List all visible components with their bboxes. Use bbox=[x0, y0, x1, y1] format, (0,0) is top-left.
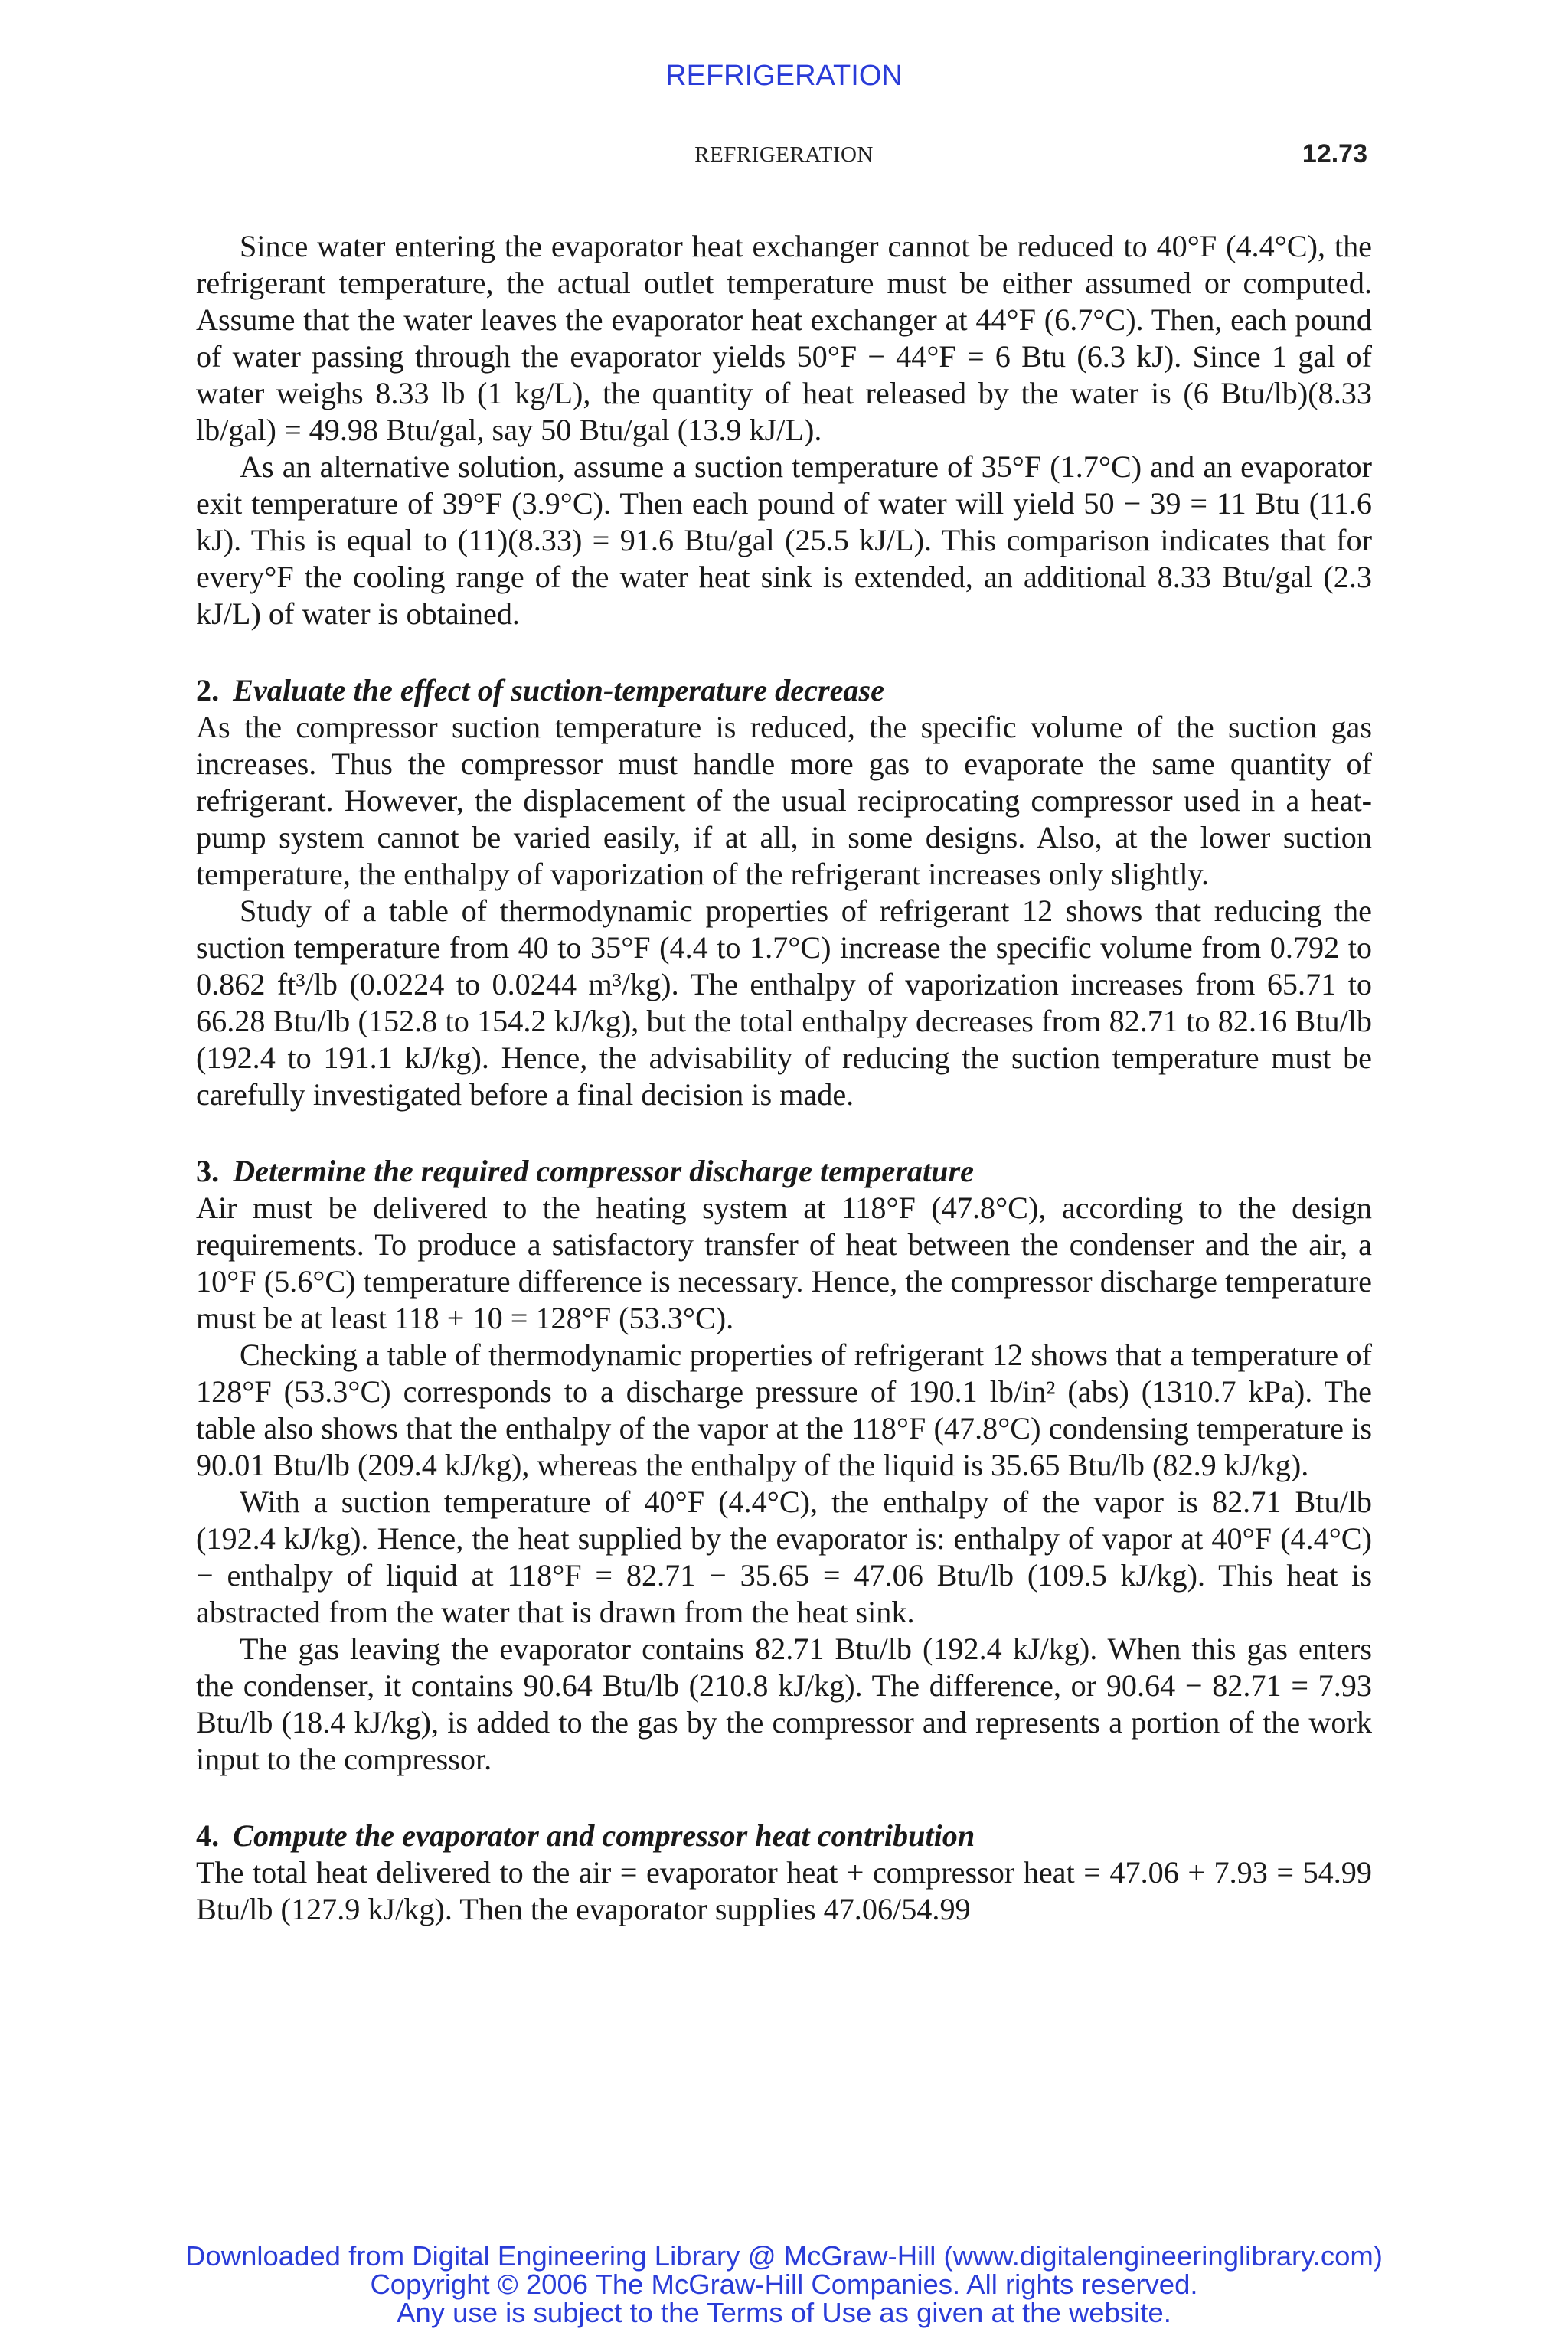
step-3-paragraph-2: Checking a table of thermodynamic properties of refrigerant 12 shows that a temperature of 128°F (53.3°C) corresponds to a discharge pressure of 190.1 lb/in² (abs) (1310.7 kPa). The table also shows that the enthalpy of the vapor at the 118°F (47.8°C) condensing temperature is 90.01 Btu/lb (209.4 kJ/kg), whereas the enthalpy of the liquid is 35.65 Btu/lb (82.9 kJ/kg). bbox=[196, 1338, 1372, 1482]
copyright-footer bbox=[0, 2242, 1568, 2327]
page-number: 12.73 bbox=[1302, 139, 1367, 168]
step-3-heading bbox=[196, 1153, 1372, 1190]
page-body bbox=[196, 228, 1372, 1928]
footer-copyright-line: Copyright © 2006 The McGraw-Hill Companies. All rights reserved. bbox=[370, 2269, 1198, 2300]
footer-terms-line[interactable]: Any use is subject to the Terms of Use as given at the website. bbox=[397, 2297, 1171, 2328]
intro-paragraph-2: As an alternative solution, assume a suction temperature of 35°F (1.7°C) and an evaporator exit temperature of 39°F (3.9°C). Then each pound of water will yield 50 − 39 = 11 Btu (11.6 kJ). This is equal to (11)(8.33) = 91.6 Btu/gal (25.5 kJ/L). This comparison indicates that for every°F the cooling range of the water heat sink is extended, an additional 8.33 Btu/gal (2.3 kJ/L) of water is obtained. bbox=[196, 449, 1372, 631]
step-2-title: Evaluate the effect of suction-temperature decrease bbox=[233, 673, 884, 707]
step-2-number: 2. bbox=[196, 673, 220, 707]
running-head: REFRIGERATION bbox=[694, 142, 874, 167]
step-3-number: 3. bbox=[196, 1154, 220, 1188]
step-3-paragraph-3: With a suction temperature of 40°F (4.4°C), the enthalpy of the vapor is 82.71 Btu/lb (192.4 kJ/kg). Hence, the heat supplied by the evaporator is: enthalpy of vapor at 40°F (4.4°C) − enthalpy of liquid at 118°F = 82.71 − 35.65 = 47.06 Btu/lb (109.5 kJ/kg). This heat is abstracted from the water that is drawn from the heat sink. bbox=[196, 1485, 1372, 1629]
step-4-title: Compute the evaporator and compressor heat contribution bbox=[233, 1818, 975, 1853]
step-2-paragraph-2: Study of a table of thermodynamic properties of refrigerant 12 shows that reducing the suction temperature from 40 to 35°F (4.4 to 1.7°C) increase the specific volume from 0.792 to 0.862 ft³/lb (0.0224 to 0.0244 m³/kg). The enthalpy of vaporization increases from 65.71 to 66.28 Btu/lb (152.8 to 154.2 kJ/kg), but the total enthalpy decreases from 82.71 to 82.16 Btu/lb (192.4 to 191.1 kJ/kg). Hence, the advisability of reducing the suction temperature must be carefully investigated before a final decision is made. bbox=[196, 893, 1372, 1112]
step-4-number: 4. bbox=[196, 1818, 220, 1853]
step-3-title: Determine the required compressor discharge temperature bbox=[233, 1154, 974, 1188]
chapter-title-link[interactable]: REFRIGERATION bbox=[665, 60, 903, 92]
footer-download-line[interactable]: Downloaded from Digital Engineering Library @ McGraw-Hill (www.digitalengineeringlibrary.com) bbox=[185, 2240, 1383, 2272]
step-4-paragraph-1: The total heat delivered to the air = evaporator heat + compressor heat = 47.06 + 7.93 = 54.99 Btu/lb (127.9 kJ/kg). Then the evaporator supplies 47.06/54.99 bbox=[196, 1855, 1372, 1926]
step-4-heading bbox=[196, 1818, 1372, 1854]
step-3-paragraph-4: The gas leaving the evaporator contains 82.71 Btu/lb (192.4 kJ/kg). When this gas enters the condenser, it contains 90.64 Btu/lb (210.8 kJ/kg). The difference, or 90.64 − 82.71 = 7.93 Btu/lb (18.4 kJ/kg), is added to the gas by the compressor and represents a portion of the work input to the compressor. bbox=[196, 1632, 1372, 1776]
step-3-paragraph-1: Air must be delivered to the heating system at 118°F (47.8°C), according to the design requirements. To produce a satisfactory transfer of heat between the condenser and the air, a 10°F (5.6°C) temperature difference is necessary. Hence, the compressor discharge temperature must be at least 118 + 10 = 128°F (53.3°C). bbox=[196, 1191, 1372, 1335]
step-2-heading bbox=[196, 672, 1372, 709]
intro-paragraph-1: Since water entering the evaporator heat exchanger cannot be reduced to 40°F (4.4°C), the refrigerant temperature, the actual outlet temperature must be either assumed or computed. Assume that the water leaves the evaporator heat exchanger at 44°F (6.7°C). Then, each pound of water passing through the evaporator yields 50°F − 44°F = 6 Btu (6.3 kJ). Since 1 gal of water weighs 8.33 lb (1 kg/L), the quantity of heat released by the water is (6 Btu/lb)(8.33 lb/gal) = 49.98 Btu/gal, say 50 Btu/gal (13.9 kJ/L). bbox=[196, 229, 1372, 447]
step-2-paragraph-1: As the compressor suction temperature is reduced, the specific volume of the suction gas increases. Thus the compressor must handle more gas to evaporate the same quantity of refrigerant. However, the displacement of the usual reciprocating compressor used in a heat-pump system cannot be varied easily, if at all, in some designs. Also, at the lower suction temperature, the enthalpy of vaporization of the refrigerant increases only slightly. bbox=[196, 710, 1372, 891]
